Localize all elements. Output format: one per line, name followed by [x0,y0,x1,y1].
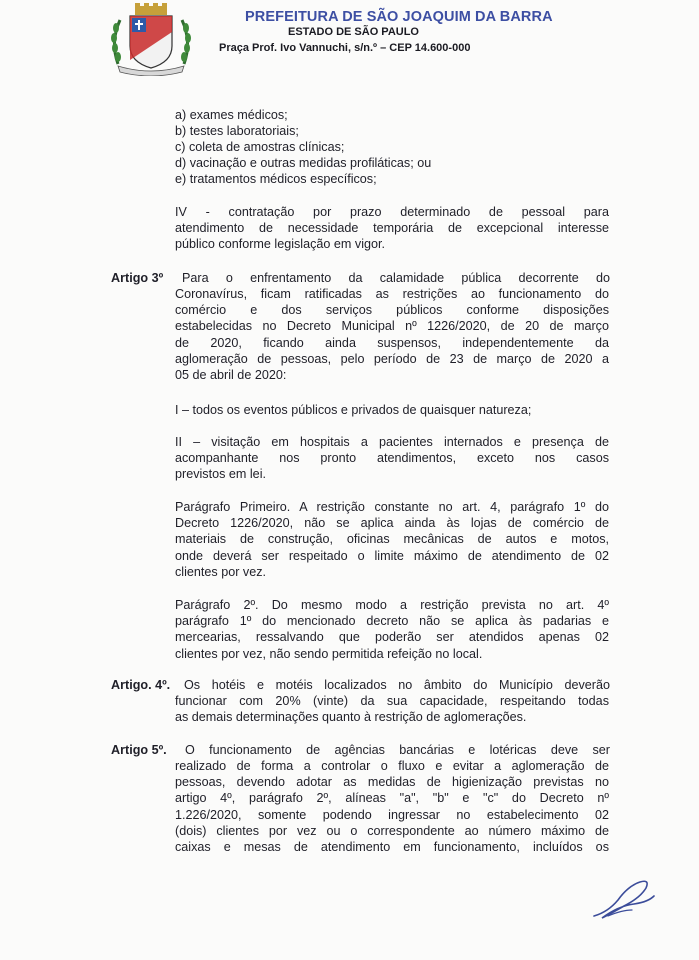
header-state: ESTADO DE SÃO PAULO [288,26,419,38]
list-item: b) testes laboratoriais; [175,124,299,138]
inciso-iv: IV - contratação por prazo determinado de pessoal para atendimento de necessidade temporária de excepcional interesse público conforme legislação em vigor. [175,205,609,252]
artigo-5-label: Artigo 5º. [111,743,167,757]
artigo-5-first-line: O funcionamento de agências bancárias e lotéricas deve ser [185,743,610,757]
paragrafo-primeiro: Parágrafo Primeiro. A restrição constante no art. 4, parágrafo 1º do Decreto 1226/2020, não se aplica ainda às lojas de comércio de materiais de construção, oficinas mecânicas de autos e motos, onde deverá ser respeitado o limite máximo de atendimento de 02 clientes por vez. [175,500,609,579]
artigo-3-label: Artigo 3º [111,271,164,285]
header-address: Praça Prof. Ivo Vannuchi, s/n.º – CEP 14.600-000 [219,42,471,54]
artigo-4-label: Artigo. 4º. [111,678,171,692]
inciso-ii: II – visitação em hospitais a pacientes internados e presença de acompanhante nos pronto atendimentos, exceto nos casos previstos em lei. [175,435,609,482]
list-item: d) vacinação e outras medidas profiláticas; ou [175,156,432,170]
paragrafo-segundo: Parágrafo 2º. Do mesmo modo a restrição prevista no art. 4º parágrafo 1º do mencionado decreto não se aplica às padarias e mercearias, ressalvando que poderão ser atendidos apenas 02 clientes por vez, não sendo permitida refeição no local. [175,598,609,661]
inciso-i: I – todos os eventos públicos e privados de quaisquer natureza; [175,403,532,417]
list-item: c) coleta de amostras clínicas; [175,140,345,154]
signature-mark [588,876,658,922]
list-item: e) tratamentos médicos específicos; [175,172,377,186]
artigo-3-first-line: Para o enfrentamento da calamidade pública decorrente do [182,271,610,285]
list-item: a) exames médicos; [175,108,288,122]
coat-of-arms-logo [108,2,194,76]
artigo-4-first-line: Os hotéis e motéis localizados no âmbito do Município deverão [184,678,610,692]
artigo-4-text: funcionar com 20% (vinte) da sua capacidade, respeitando todas as demais determinações quanto à restrição de aglomerações. [175,694,609,725]
artigo-3-text: Coronavírus, ficam ratificadas as restrições ao funcionamento do comércio e dos serviços públicos conforme disposições estabelecidas no Decreto Municipal nº 1226/2020, de 20 de março de 2020, ficando ainda suspensos, independentemente da aglomeração de pessoas, pelo período de 23 de março de 2020 a 05 de abril de 2020: [175,287,609,382]
artigo-5-text: realizado de forma a controlar o fluxo e evitar a aglomeração de pessoas, devendo adotar as medidas de higienização previstas no artigo 4º, parágrafo 2º, alíneas "a", "b" e "c" do Decreto nº 1.226/2020, somente podendo ingressar no estabelecimento 02 (dois) clientes por vez ou o correspondente ao número máximo de caixas e mesas de atendimento em funcionamento, incluídos os [175,759,609,854]
header-title: PREFEITURA DE SÃO JOAQUIM DA BARRA [245,9,553,25]
